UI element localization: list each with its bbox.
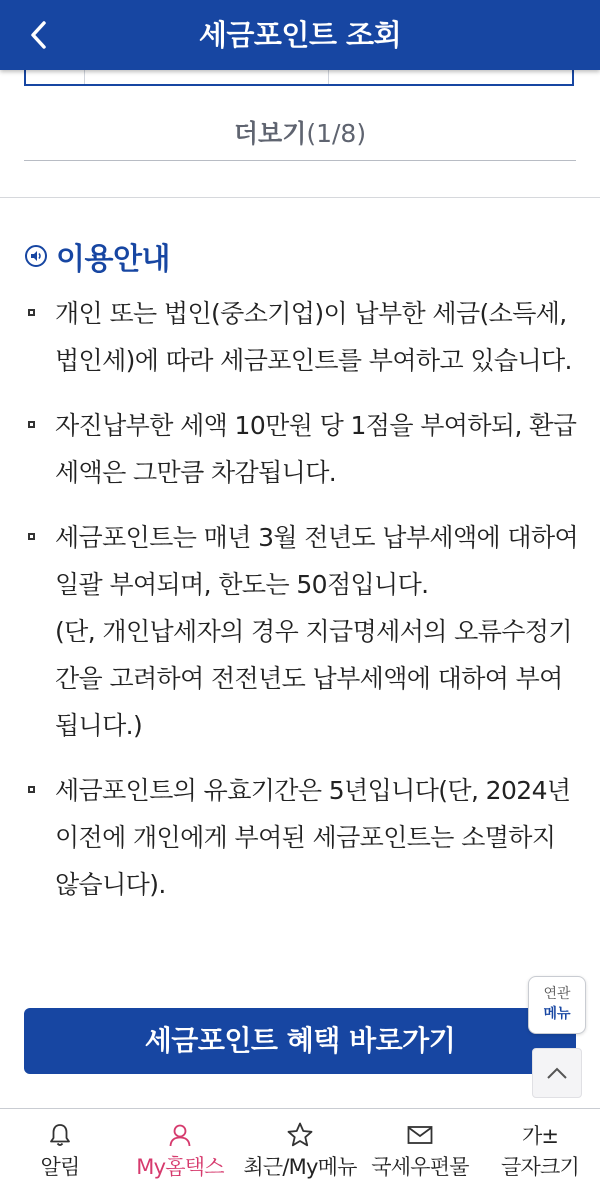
guide-text: 자진납부한 세액 10만원 당 1점을 부여하되, 환급세액은 그만큼 차감됩니다. [55, 411, 577, 487]
nav-item-my-hometax[interactable] [120, 1109, 240, 1184]
chevron-up-icon [546, 1066, 568, 1080]
bullet-square-icon [28, 309, 35, 316]
bell-icon [47, 1122, 73, 1148]
bullet-square-icon [28, 421, 35, 428]
nav-label: 최근/My메뉴 [243, 1155, 357, 1179]
mail-icon [406, 1124, 434, 1146]
nav-label: 알림 [40, 1155, 80, 1179]
load-more-count: (1/8) [306, 119, 367, 148]
nav-item-recent-my-menu[interactable] [240, 1109, 360, 1184]
app-header [0, 0, 600, 70]
page-title: 세금포인트 조회 [198, 18, 402, 52]
bullet-square-icon [28, 533, 35, 540]
load-more-label: 더보기 [233, 119, 307, 148]
load-more-button[interactable] [24, 108, 576, 161]
list-item [28, 767, 580, 908]
list-item [28, 402, 580, 496]
usage-guide-list [28, 290, 580, 926]
bullet-square-icon [28, 786, 35, 793]
guide-note: (단, 개인납세자의 경우 지급명세서의 오류수정기간을 고려하여 전전년도 납부세액에 대하여 부여됩니다.) [55, 617, 572, 740]
nav-item-alerts[interactable] [0, 1109, 120, 1184]
user-icon [167, 1122, 193, 1148]
guide-text: 세금포인트는 매년 3월 전년도 납부세액에 대하여 일괄 부여되며, 한도는 50점입니다. [55, 523, 579, 599]
guide-text: 세금포인트의 유효기간은 5년입니다(단, 2024년 이전에 개인에게 부여된 세금포인트는 소멸하지 않습니다). [55, 776, 571, 899]
list-item [28, 514, 580, 749]
nav-label: 국세우편물 [371, 1155, 469, 1179]
nav-label: 글자크기 [501, 1155, 579, 1179]
list-item [28, 290, 580, 384]
star-icon [286, 1121, 314, 1149]
tax-point-benefits-button[interactable]: 세금포인트 혜택 바로가기 [24, 1008, 576, 1074]
speaker-icon [24, 244, 48, 268]
guide-text: 개인 또는 법인(중소기업)이 납부한 세금(소득세, 법인세)에 따라 세금포인트를 부여하고 있습니다. [55, 299, 572, 375]
related-menu-button[interactable] [528, 976, 586, 1034]
usage-guide-title: 이용안내 [56, 242, 170, 277]
related-menu-label-top: 연관 [543, 986, 571, 1002]
section-divider [0, 197, 600, 198]
usage-guide-heading [24, 236, 170, 276]
bottom-navigation [0, 1108, 600, 1184]
font-size-icon: 가± [522, 1124, 558, 1148]
nav-label: My홈택스 [136, 1155, 224, 1179]
scroll-top-button[interactable] [532, 1048, 582, 1098]
nav-item-font-size[interactable] [480, 1109, 600, 1184]
related-menu-label-bottom: 메뉴 [543, 1006, 571, 1022]
nav-item-tax-mail[interactable] [360, 1109, 480, 1184]
